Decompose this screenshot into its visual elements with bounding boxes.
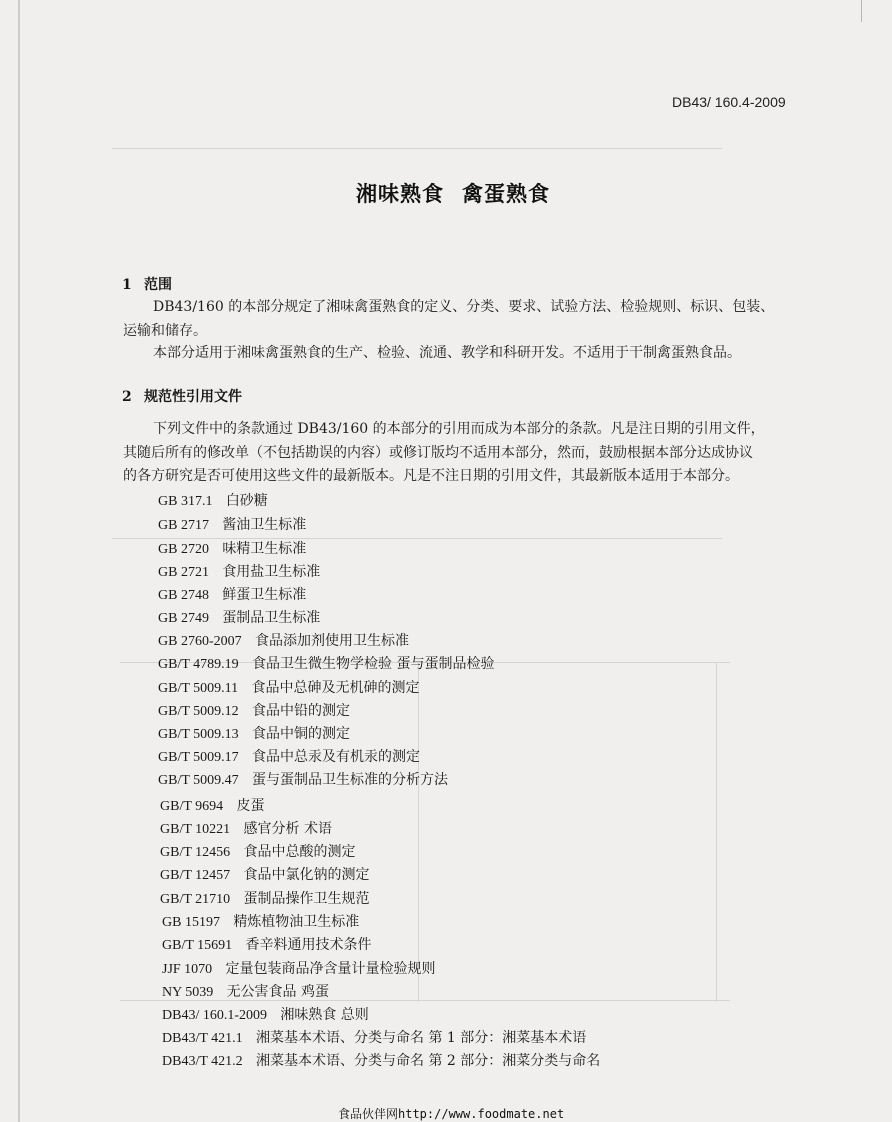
reference-item bbox=[158, 677, 419, 697]
reference-code: GB/T 5009.12 bbox=[158, 704, 239, 719]
reference-code: GB/T 9694 bbox=[160, 799, 224, 814]
reference-item bbox=[162, 1050, 600, 1070]
reference-item bbox=[158, 723, 350, 743]
reference-item bbox=[158, 746, 420, 766]
section-1-para-1-line-2: 运输和储存。 bbox=[123, 323, 207, 339]
section-1-number: 1 bbox=[122, 277, 132, 293]
reference-code: DB43/T 421.2 bbox=[162, 1054, 243, 1069]
reference-title: 感官分析 术语 bbox=[243, 821, 332, 837]
reference-item bbox=[158, 514, 306, 534]
reference-title: 湘味熟食 总则 bbox=[280, 1007, 369, 1023]
reference-code: GB 2749 bbox=[158, 611, 209, 626]
reference-item bbox=[158, 630, 409, 650]
reference-item bbox=[158, 607, 320, 627]
reference-item bbox=[160, 818, 332, 838]
reference-title: 食品卫生微生物学检验 蛋与蛋制品检验 bbox=[252, 656, 495, 672]
reference-item bbox=[160, 795, 265, 815]
page-title bbox=[356, 178, 550, 208]
reference-title: 食品添加剂使用卫生标准 bbox=[254, 633, 409, 649]
reference-code: JJF 1070 bbox=[162, 962, 213, 977]
reference-title: 酱油卫生标准 bbox=[222, 517, 307, 533]
reference-code: GB/T 5009.13 bbox=[158, 727, 239, 742]
reference-code: GB/T 12457 bbox=[160, 868, 231, 883]
reference-title: 无公害食品 鸡蛋 bbox=[226, 984, 330, 1000]
reference-code: GB/T 12456 bbox=[160, 845, 231, 860]
reference-code: DB43/ 160.1-2009 bbox=[162, 1008, 267, 1023]
reference-title: 精炼植物油卫生标准 bbox=[233, 914, 360, 930]
reference-code: GB/T 5009.11 bbox=[158, 681, 239, 696]
reference-code: GB/T 21710 bbox=[160, 892, 231, 907]
reference-title: 皮蛋 bbox=[236, 798, 265, 814]
reference-item bbox=[158, 561, 320, 581]
reference-code: GB 317.1 bbox=[158, 494, 213, 509]
reference-code: GB 2760-2007 bbox=[158, 634, 242, 649]
corner-mark bbox=[861, 0, 876, 22]
reference-item bbox=[158, 584, 306, 604]
document-code: DB43/ 160.4-2009 bbox=[672, 94, 786, 110]
reference-title: 食品中总砷及无机砷的测定 bbox=[251, 680, 420, 696]
reference-title: 食用盐卫生标准 bbox=[222, 564, 321, 580]
reference-item bbox=[158, 490, 268, 510]
reference-item bbox=[158, 769, 448, 789]
reference-title: 味精卫生标准 bbox=[222, 541, 307, 557]
binding-edge bbox=[18, 0, 20, 1122]
title-part-2: 禽蛋熟食 bbox=[462, 181, 550, 206]
section-2-number: 2 bbox=[122, 389, 132, 405]
footer-source: 食品伙伴网http://www.foodmate.net bbox=[338, 1107, 565, 1121]
reference-code: GB/T 15691 bbox=[162, 938, 233, 953]
reference-title: 食品中铅的测定 bbox=[252, 703, 350, 719]
bleed-through-line bbox=[716, 662, 717, 1002]
bleed-through-line bbox=[112, 148, 722, 149]
section-1-title: 范围 bbox=[144, 277, 172, 293]
reference-code: NY 5039 bbox=[162, 985, 214, 1000]
reference-title: 蛋制品卫生标准 bbox=[222, 610, 321, 626]
section-1-para-1-line-1: DB43/160 的本部分规定了湘味禽蛋熟食的定义、分类、要求、试验方法、检验规则、标识、包装、 bbox=[153, 299, 775, 315]
reference-code: GB 2721 bbox=[158, 565, 209, 580]
reference-title: 食品中氯化钠的测定 bbox=[243, 867, 370, 883]
reference-title: 湘菜基本术语、分类与命名 第 1 部分：湘菜基本术语 bbox=[256, 1030, 587, 1046]
reference-code: DB43/T 421.1 bbox=[162, 1031, 243, 1046]
reference-title: 食品中总酸的测定 bbox=[243, 844, 356, 860]
reference-item bbox=[162, 981, 329, 1001]
reference-title: 蛋与蛋制品卫生标准的分析方法 bbox=[252, 772, 448, 788]
section-2-intro-line-3: 的各方研究是否可使用这些文件的最新版本。凡是不注日期的引用文件，其最新版本适用于本部分。 bbox=[123, 468, 739, 484]
reference-title: 定量包装商品净含量计量检验规则 bbox=[225, 961, 436, 977]
reference-item bbox=[162, 958, 436, 978]
reference-item bbox=[162, 934, 372, 954]
section-2-intro-line-2: 其随后所有的修改单（不包括勘误的内容）或修订版均不适用本部分，然而，鼓励根据本部分达成协议 bbox=[123, 445, 753, 461]
section-1-para-2: 本部分适用于湘味禽蛋熟食的生产、检验、流通、教学和科研开发。不适用于干制禽蛋熟食品。 bbox=[153, 345, 741, 361]
section-1-heading bbox=[122, 274, 172, 294]
title-part-1: 湘味熟食 bbox=[356, 181, 444, 206]
reference-item bbox=[160, 864, 370, 884]
reference-item bbox=[158, 700, 350, 720]
reference-title: 湘菜基本术语、分类与命名 第 2 部分：湘菜分类与命名 bbox=[256, 1053, 601, 1069]
reference-code: GB/T 10221 bbox=[160, 822, 231, 837]
section-2-intro-line-1: 下列文件中的条款通过 DB43/160 的本部分的引用而成为本部分的条款。凡是注日期的引用文件， bbox=[153, 421, 765, 437]
reference-code: GB/T 5009.47 bbox=[158, 773, 239, 788]
reference-title: 蛋制品操作卫生规范 bbox=[243, 891, 370, 907]
reference-item bbox=[162, 1027, 586, 1047]
reference-item bbox=[160, 888, 370, 908]
reference-code: GB/T 5009.17 bbox=[158, 750, 239, 765]
reference-title: 香辛料通用技术条件 bbox=[245, 937, 372, 953]
section-2-title: 规范性引用文件 bbox=[144, 389, 242, 405]
section-2-heading bbox=[122, 386, 242, 406]
reference-item bbox=[160, 841, 356, 861]
reference-item bbox=[158, 538, 306, 558]
reference-code: GB 15197 bbox=[162, 915, 220, 930]
reference-item bbox=[162, 1004, 369, 1024]
reference-item bbox=[162, 911, 359, 931]
bleed-through-line bbox=[418, 662, 419, 1002]
reference-code: GB/T 4789.19 bbox=[158, 657, 239, 672]
reference-title: 鲜蛋卫生标准 bbox=[222, 587, 307, 603]
reference-item bbox=[158, 653, 494, 673]
reference-title: 白砂糖 bbox=[225, 493, 268, 509]
reference-title: 食品中铜的测定 bbox=[252, 726, 350, 742]
reference-code: GB 2720 bbox=[158, 542, 209, 557]
reference-code: GB 2717 bbox=[158, 518, 209, 533]
reference-title: 食品中总汞及有机汞的测定 bbox=[252, 749, 420, 765]
reference-code: GB 2748 bbox=[158, 588, 209, 603]
